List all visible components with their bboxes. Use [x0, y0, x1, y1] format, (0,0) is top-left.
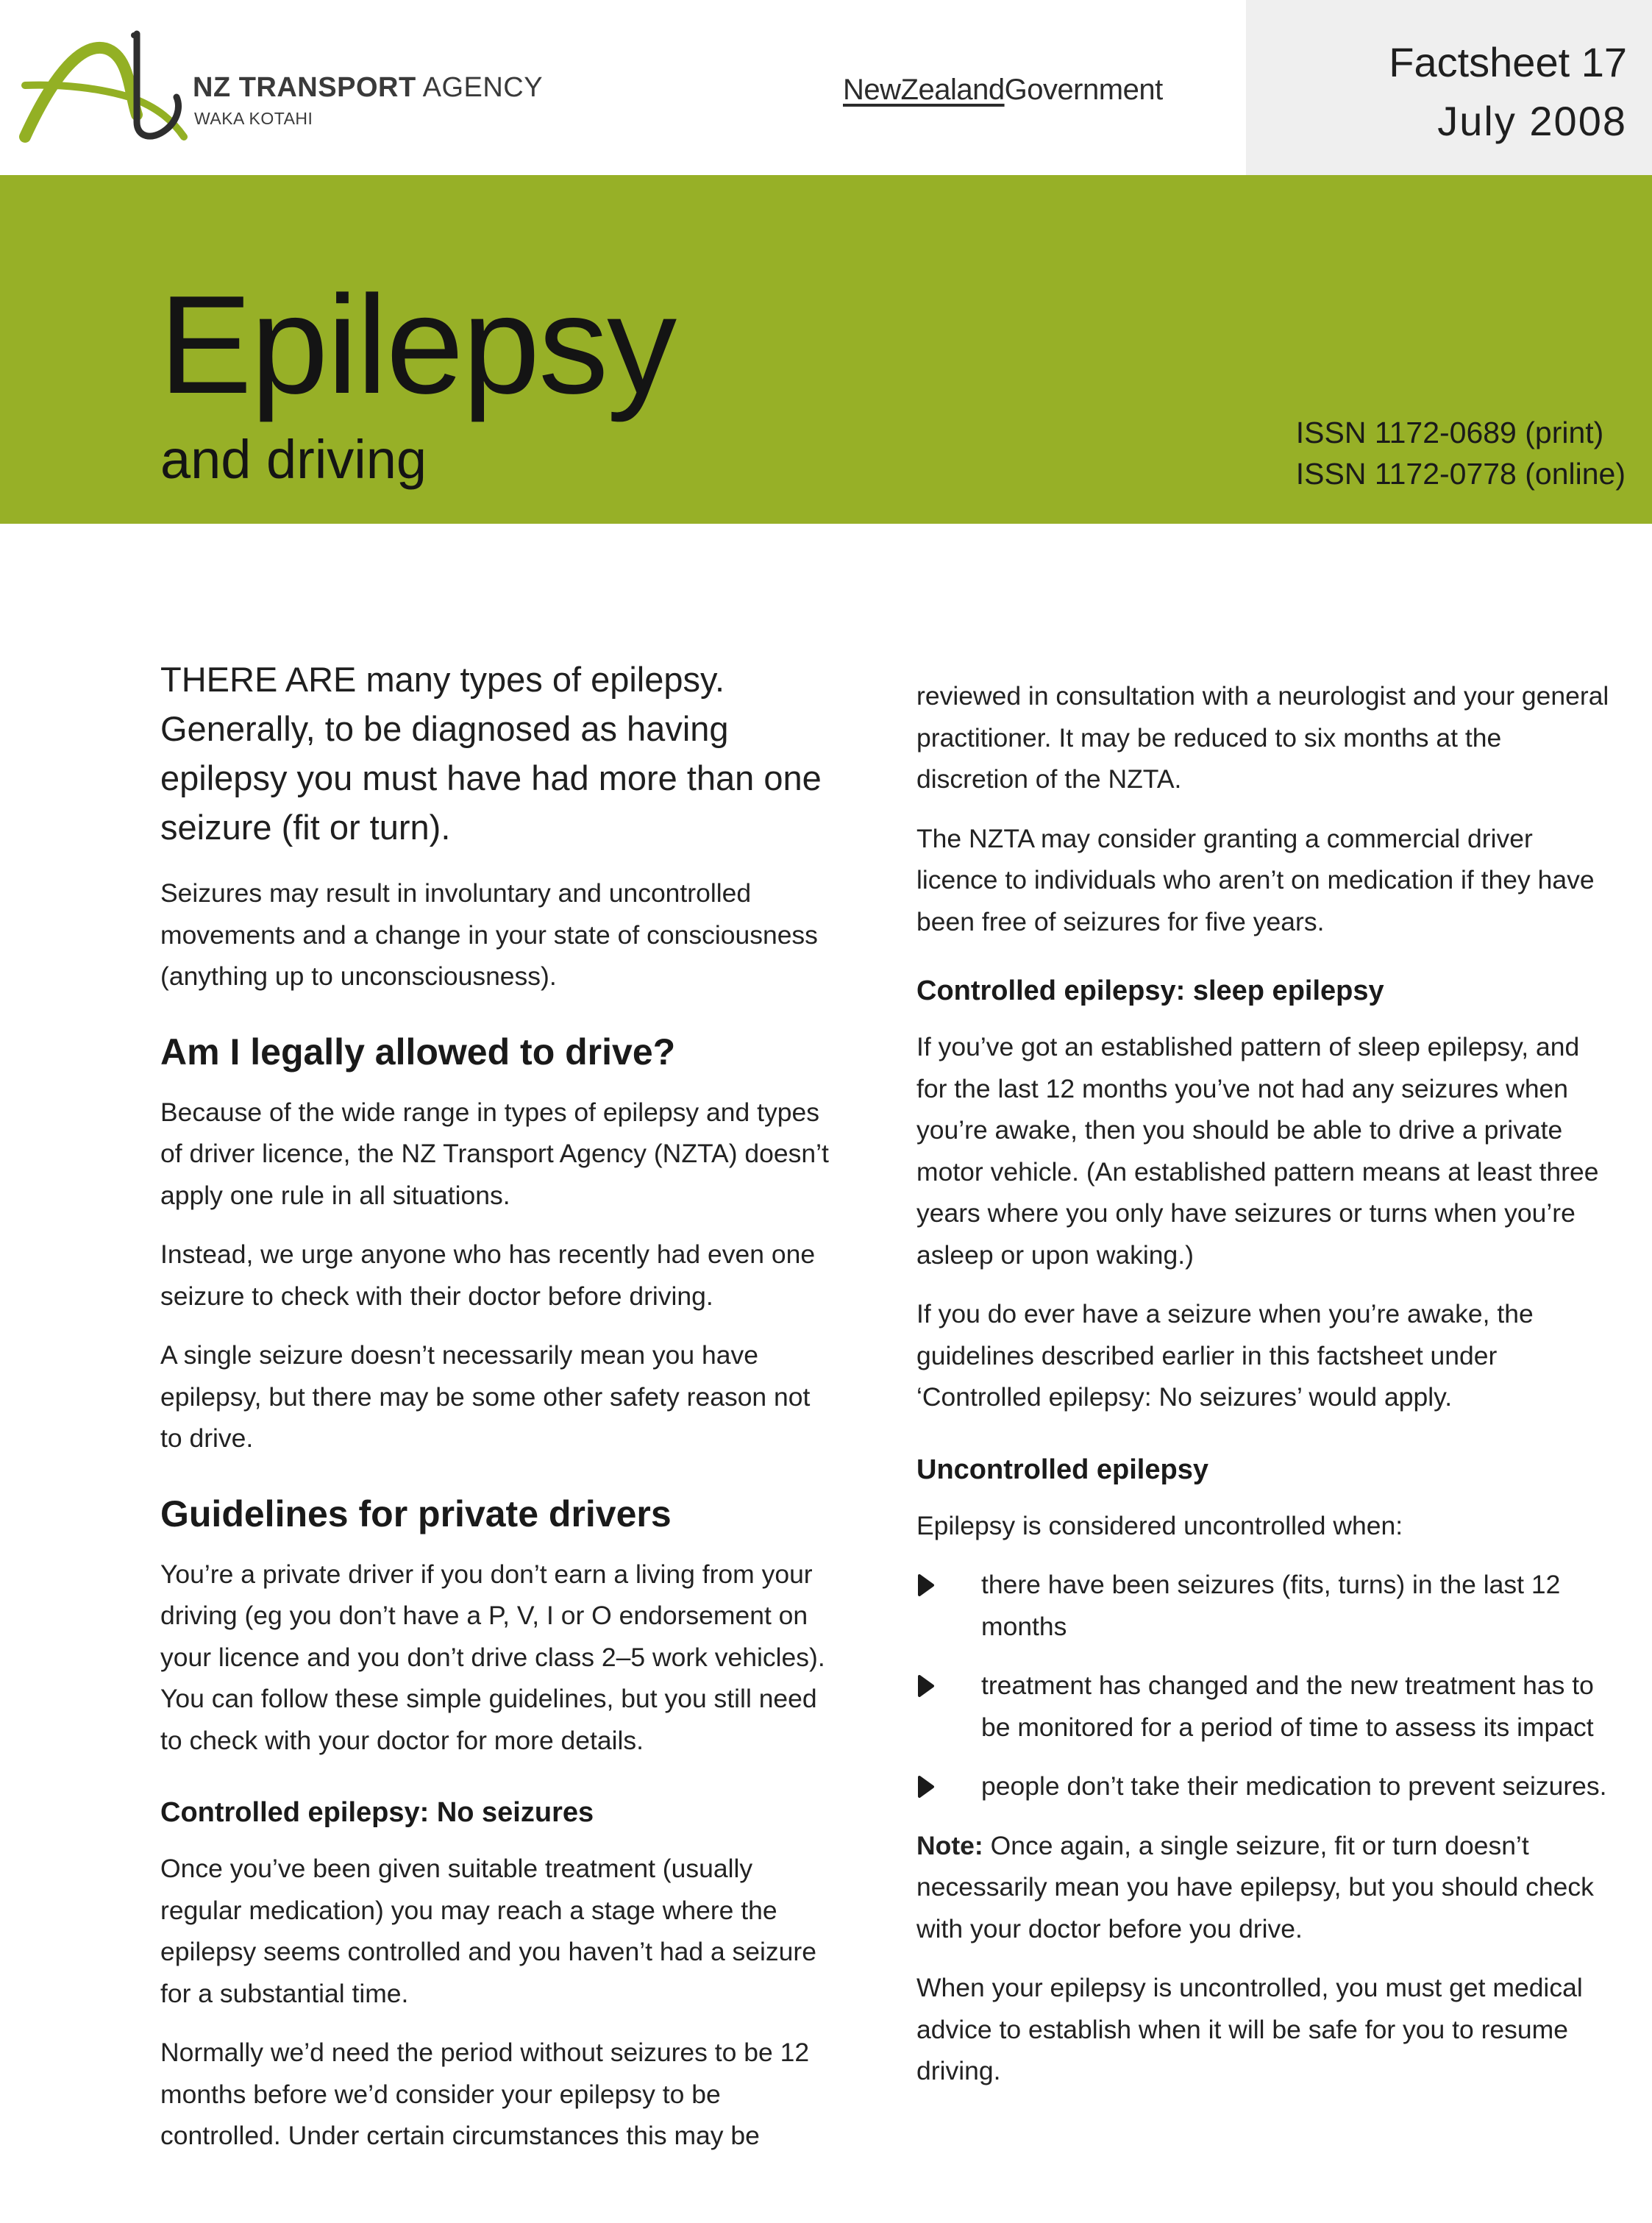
paragraph: Because of the wide range in types of epilepsy and types of driver licence, the NZ Transport Agency (NZTA) doesn’t apply one rule in all situations.: [160, 1097, 829, 1210]
list-item-text: there have been seizures (fits, turns) in the last 12 months: [981, 1570, 1561, 1641]
page-title: Epilepsy: [159, 267, 676, 423]
heading-controlled-no-seizures: Controlled epilepsy: No seizures: [160, 1797, 594, 1828]
note-text: Once again, a single seizure, fit or turn doesn’t necessarily mean you have epilepsy, but you should check with your doctor before you drive.: [916, 1830, 1594, 1943]
agency-name-bold: NZ TRANSPORT: [193, 72, 416, 103]
gov-logo-rest: Government: [1004, 74, 1163, 106]
paragraph: Instead, we urge anyone who has recently had even one seizure to check with their doctor before driving.: [160, 1239, 816, 1311]
agency-name-rest: AGENCY: [416, 72, 544, 103]
page-subtitle: and driving: [160, 429, 427, 490]
heading-legally-allowed: Am I legally allowed to drive?: [160, 1031, 676, 1073]
note-label: Note:: [916, 1830, 983, 1860]
issn-block: [1296, 412, 1626, 494]
paragraph: reviewed in consultation with a neurologist and your general practitioner. It may be reduced to six months at the discretion of the NZTA.: [916, 681, 1609, 794]
heading-private-drivers: Guidelines for private drivers: [160, 1493, 672, 1534]
gov-logo-nz: NewZealand: [843, 74, 1005, 106]
list-item-text: treatment has changed and the new treatment has to be monitored for a period of time to assess its impact: [981, 1671, 1594, 1742]
list-item: [916, 1665, 1615, 1748]
page-header: [0, 0, 1652, 175]
paragraph: If you do ever have a seizure when you’re awake, the guidelines described earlier in this factsheet under ‘Controlled epilepsy: No seizures’ would apply.: [916, 1299, 1534, 1412]
note-paragraph: [916, 1825, 1615, 1950]
nz-government-logo: [843, 74, 1163, 107]
factsheet-panel: [1246, 0, 1652, 175]
issn-online: ISSN 1172-0778 (online): [1295, 457, 1626, 491]
arrow-bullet-icon: [916, 1574, 936, 1596]
heading-uncontrolled-epilepsy: Uncontrolled epilepsy: [916, 1454, 1208, 1485]
paragraph: A single seizure doesn’t necessarily mean you have epilepsy, but there may be some other safety reason not to drive.: [160, 1340, 811, 1453]
arrow-bullet-icon: [916, 1776, 936, 1798]
heading-sleep-epilepsy: Controlled epilepsy: sleep epilepsy: [916, 975, 1384, 1006]
paragraph: If you’ve got an established pattern of sleep epilepsy, and for the last 12 months you’ve not had any seizures when you’re awake, then you should be able to drive a private motor vehicle. (An established pattern means at least three years where you only have seizures or turns when you’re asleep or upon waking.): [916, 1032, 1599, 1270]
left-column: [160, 655, 837, 2174]
paragraph: When your epilepsy is uncontrolled, you must get medical advice to establish when it will be safe for you to resume driving.: [916, 1973, 1583, 2085]
lead-paragraph: THERE ARE many types of epilepsy. Generally, to be diagnosed as having epilepsy you must have had more than one seizure (fit or turn).: [160, 660, 822, 847]
factsheet-date: July 2008: [1437, 98, 1627, 144]
paragraph: Once you’ve been given suitable treatment (usually regular medication) you may reach a stage where the epilepsy seems controlled and you haven’t had a seizure for a substantial time.: [160, 1854, 816, 2008]
paragraph: Normally we’d need the period without seizures to be 12 months before we’d consider your epilepsy to be controlled. Under certain circumstances this may be: [160, 2038, 810, 2150]
agency-name: [193, 72, 543, 104]
paragraph: You’re a private driver if you don’t earn a living from your driving (eg you don’t have a P, V, I or O endorsement on your licence and you don’t drive class 2–5 work vehicles). You can follow these simple guidelines, but you still need to check with your doctor for more details.: [160, 1559, 825, 1755]
right-column: [916, 675, 1615, 2110]
paragraph: The NZTA may consider granting a commercial driver licence to individuals who aren’t on medication if they have been free of seizures for five years.: [916, 823, 1595, 936]
issn-print: ISSN 1172-0689 (print): [1295, 416, 1604, 449]
arrow-bullet-icon: [916, 1675, 936, 1697]
list-item: [916, 1765, 1615, 1807]
agency-subname: WAKA KOTAHI: [194, 109, 313, 128]
list-item-text: people don’t take their medication to prevent seizures.: [981, 1771, 1607, 1801]
paragraph: Epilepsy is considered uncontrolled when:: [916, 1510, 1403, 1540]
title-band: [0, 175, 1652, 524]
list-item: [916, 1564, 1615, 1647]
uncontrolled-criteria-list: [916, 1564, 1615, 1807]
factsheet-number: Factsheet 17: [1389, 39, 1627, 85]
nzta-logo-icon: [19, 26, 188, 144]
paragraph: Seizures may result in involuntary and uncontrolled movements and a change in your state of consciousness (anything up to unconsciousness).: [160, 878, 818, 991]
